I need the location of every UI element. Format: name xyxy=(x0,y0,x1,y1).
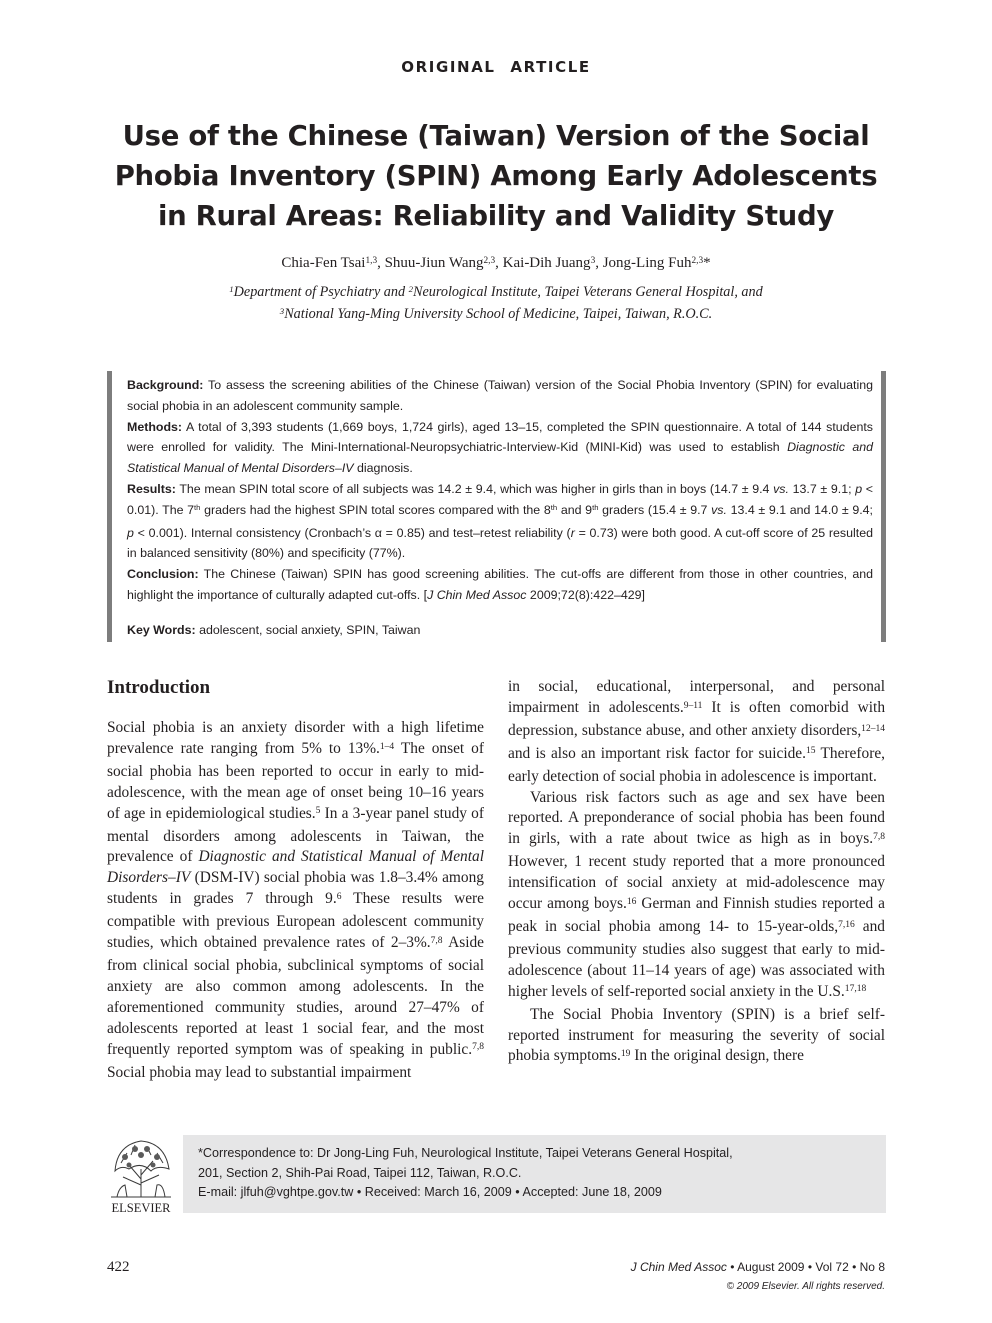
journal-info xyxy=(631,1260,885,1274)
abstract-content: A total of 3,393 students (1,669 boys, 1,724 girls), aged 13–15, completed the SPIN questionnaire. A total of 144 students were enrolled for validity. The Mini-International-Neuropsychiatric-Interview-Kid (MINI-Kid) was used to establish xyxy=(127,419,873,455)
keywords xyxy=(127,623,420,637)
author-affiliation-mark: 2,3 xyxy=(483,255,496,266)
author-list: Chia-Fen Tsai$^{1,3}$, Shuu-Jiun Wang$^{2,3}$, Kai-Dih Juang$^3$, Jong-Ling Fuh$^{2,3}$* xyxy=(281,255,711,271)
body-text: The Social Phobia Inventory (SPIN) is a brief self-reported instrument for measuring the severity of social phobia symptoms. xyxy=(508,1005,885,1065)
abstract-methods xyxy=(127,417,873,479)
citation: 19 xyxy=(620,1048,631,1060)
keywords-label: Key Words: xyxy=(127,623,196,637)
separator: • xyxy=(515,1185,520,1199)
elsevier-logo xyxy=(107,1135,175,1215)
correspondence-text xyxy=(198,1144,733,1203)
abstract-sup: th xyxy=(592,503,599,513)
article-title xyxy=(100,116,892,236)
abstract-content: The Chinese (Taiwan) SPIN has good screening abilities. The cut-offs are different from those in other countries, and highlight the importance of culturally adapted cut-offs. [ xyxy=(127,567,874,602)
body-column-left xyxy=(107,677,484,1083)
citation: 15 xyxy=(805,745,816,757)
citation: 16 xyxy=(626,895,637,907)
abstract-background xyxy=(127,375,873,417)
body-text: German and Finnish studies reported a peak in social phobia among 14- to 15-year-olds, xyxy=(508,895,886,935)
body-text: These results were compatible with previous European adolescent community studies, which obtained prevalence rates of 2–3%. xyxy=(107,890,484,952)
abstract-content: 13.4 ± 9.1 and 14.0 ± 9.4; xyxy=(726,502,874,517)
section-heading: Introduction xyxy=(107,677,211,698)
author-name: Shuu-Jiun Wang xyxy=(384,255,484,271)
abstract-text xyxy=(127,375,873,606)
body-paragraph xyxy=(508,677,885,788)
title-line: Use of the Chinese (Taiwan) Version of the Social xyxy=(122,120,870,152)
body-text: in social, educational, interpersonal, and personal impairment in adolescents. xyxy=(508,678,885,716)
citation: 7,8 xyxy=(472,1041,484,1053)
issue-date: August 2009 xyxy=(737,1260,805,1274)
corresponding-author-mark: * xyxy=(703,255,711,271)
abstract-border-left xyxy=(107,371,112,642)
abstract-conclusion xyxy=(127,564,873,606)
page-number: 422 xyxy=(107,1259,130,1275)
abstract-label: Background: xyxy=(127,378,204,392)
separator: • xyxy=(730,1260,735,1274)
title-line: Phobia Inventory (SPIN) Among Early Adolescents xyxy=(114,160,878,192)
issue-number: No 8 xyxy=(859,1260,885,1274)
body-italic: Diagnostic and Statistical Manual of Mental Disorders–IV xyxy=(107,848,484,887)
affiliation-line xyxy=(0,304,992,326)
author-name: Chia-Fen Tsai xyxy=(281,255,366,271)
citation: 7,16 xyxy=(838,918,855,930)
correspondence-line: 201, Section 2, Shih-Pai Road, Taipei 112, Taiwan, R.O.C. xyxy=(198,1165,522,1180)
logo-wordmark: ELSEVIER xyxy=(111,1201,171,1215)
body-text: In a 3-year panel study of mental disorders among adolescents in Taiwan, the prevalence of xyxy=(107,804,484,866)
body-text: Aside from clinical social phobia, subclinical symptoms of social anxiety are also common among adolescents. In the aforementioned community studies, around 27–47% of adolescents reported at least 1 social fear, and the most frequently reported symptom was of speaking in public. xyxy=(107,934,484,1058)
body-text: Therefore, early detection of social phobia in adolescence is important. xyxy=(508,744,885,785)
abstract-italic: vs. xyxy=(773,481,789,496)
abstract-italic: p xyxy=(127,525,134,540)
abstract-sup: th xyxy=(550,503,558,513)
citation: 9–11 xyxy=(683,699,703,711)
abstract-box xyxy=(107,371,886,642)
author-name: Jong-Ling Fuh xyxy=(602,255,692,271)
abstract-content: < 0.001). Internal consistency (Cronbach’s α = 0.85) and test–retest reliability ( xyxy=(133,525,571,540)
body-text: Social phobia is an anxiety disorder with a high lifetime prevalence rate ranging from 5% to 13%. xyxy=(107,719,484,757)
abstract-label: Conclusion: xyxy=(127,567,199,582)
affiliation-number: 1 xyxy=(229,284,234,295)
received-date: Received: March 16, 2009 xyxy=(364,1185,512,1199)
separator: • xyxy=(356,1185,362,1199)
volume: Vol 72 xyxy=(815,1260,849,1274)
citation: 1–4 xyxy=(379,740,395,752)
body-text: It is often comorbid with depression, substance abuse, and other anxiety disorders, xyxy=(508,698,886,739)
citation: 6 xyxy=(336,890,342,902)
citation: 5 xyxy=(315,805,321,817)
affiliation-text: Department of Psychiatry and xyxy=(233,284,409,300)
separator: • xyxy=(807,1260,813,1274)
abstract-italic: vs. xyxy=(711,502,727,517)
abstract-border-right xyxy=(881,371,886,642)
abstract-italic: Diagnostic and Statistical Manual of Mental Disorders–IV xyxy=(127,440,874,476)
abstract-label: Results: xyxy=(127,481,176,496)
abstract-content: diagnosis. xyxy=(353,461,413,476)
abstract-content: The mean SPIN total score of all subjects was 14.2 ± 9.4, which was higher in girls than in boys (14.7 ± 9.4 xyxy=(179,481,774,496)
abstract-italic: p xyxy=(855,481,863,496)
abstract-content: graders had the highest SPIN total scores compared with the 8 xyxy=(200,502,551,517)
copyright: © 2009 Elsevier. All rights reserved. xyxy=(726,1281,885,1292)
correspondence-box xyxy=(183,1135,886,1213)
abstract-italic: r xyxy=(570,525,575,540)
body-text: In the original design, there xyxy=(630,1047,804,1065)
abstract-sup: th xyxy=(194,503,201,513)
body-paragraph xyxy=(508,788,885,1005)
body-paragraph xyxy=(508,1005,885,1070)
correspondence-line: *Correspondence to: Dr Jong-Ling Fuh, Neurological Institute, Taipei Veterans General Hospital, xyxy=(198,1146,733,1160)
citation: 7,8 xyxy=(873,831,885,843)
body-text: Various risk factors such as age and sex have been reported. A preponderance of social phobia has been found in girls, with a rate about twice as high as in boys. xyxy=(508,788,885,848)
body-text: Social phobia may lead to substantial impairment xyxy=(107,1063,412,1081)
author-affiliation-mark: 2,3 xyxy=(691,255,704,266)
affiliation-line xyxy=(0,282,992,304)
journal-name: J Chin Med Assoc xyxy=(630,1260,727,1274)
body-text: The onset of social phobia has been reported to occur in early to mid-adolescence, with the mean age of onset being 10–16 years of age in epidemiological studies. xyxy=(107,739,484,822)
abstract-content: graders (15.4 ± 9.7 xyxy=(598,502,712,517)
abstract-label: Methods: xyxy=(127,419,183,434)
correspondence-email: E-mail: jlfuh@vghtpe.gov.tw xyxy=(198,1185,354,1199)
correspondence-line xyxy=(198,1183,733,1203)
abstract-results xyxy=(127,479,873,564)
abstract-content: and 9 xyxy=(557,502,593,517)
affiliation-number: 3 xyxy=(279,306,285,317)
abstract-content: = 0.73) were both good. A cut-off score of 25 resulted in balanced sensitivity (80%) and specificity (77%). xyxy=(127,525,873,561)
affiliations xyxy=(0,282,992,326)
keywords-list: adolescent, social anxiety, SPIN, Taiwan xyxy=(199,623,421,637)
affiliation-text: Neurological Institute, Taipei Veterans General Hospital, and xyxy=(413,284,763,300)
body-text: (DSM-IV) social phobia was 1.8–3.4% among students in grades 7 through 9. xyxy=(107,869,484,908)
citation: 12–14 xyxy=(861,722,885,734)
citation: 7,8 xyxy=(430,934,443,946)
author-affiliation-mark: 3 xyxy=(590,255,596,266)
body-paragraph xyxy=(107,718,484,1083)
body-text: and previous community studies also suggest that early to mid-adolescence (about 11–14 years of age) was associated with higher levels of self-reported social anxiety in the U.S. xyxy=(508,917,885,1000)
abstract-content: 2009;72(8):422–429] xyxy=(526,587,645,602)
body-text: However, 1 recent study reported that a more pronounced intensification of social anxiety at mid-adolescence may occur among boys. xyxy=(508,853,885,913)
author-affiliation-mark: 1,3 xyxy=(365,255,378,266)
affiliation-text: National Yang-Ming University School of Medicine, Taipei, Taiwan, R.O.C. xyxy=(284,306,713,322)
abstract-content: 13.7 ± 9.1; xyxy=(788,481,856,496)
tree-icon xyxy=(107,1135,175,1215)
title-line: in Rural Areas: Reliability and Validity Study xyxy=(158,200,834,232)
body-column-right xyxy=(508,677,885,1069)
body-text: and is also an important risk factor for suicide. xyxy=(508,744,806,762)
author-name: Kai-Dih Juang xyxy=(502,255,591,271)
citation: 17,18 xyxy=(844,983,867,995)
section-label: ORIGINAL ARTICLE xyxy=(401,58,591,76)
accepted-date: Accepted: June 18, 2009 xyxy=(522,1185,662,1199)
abstract-italic: J Chin Med Assoc xyxy=(427,587,527,602)
separator: • xyxy=(852,1260,857,1274)
abstract-content: < 0.01). The 7 xyxy=(127,481,874,517)
abstract-content: To assess the screening abilities of the Chinese (Taiwan) version of the Social Phobia Inventory (SPIN) for evaluating social phobia in an adolescent community sample. xyxy=(127,378,874,413)
affiliation-number: 2 xyxy=(408,284,414,295)
